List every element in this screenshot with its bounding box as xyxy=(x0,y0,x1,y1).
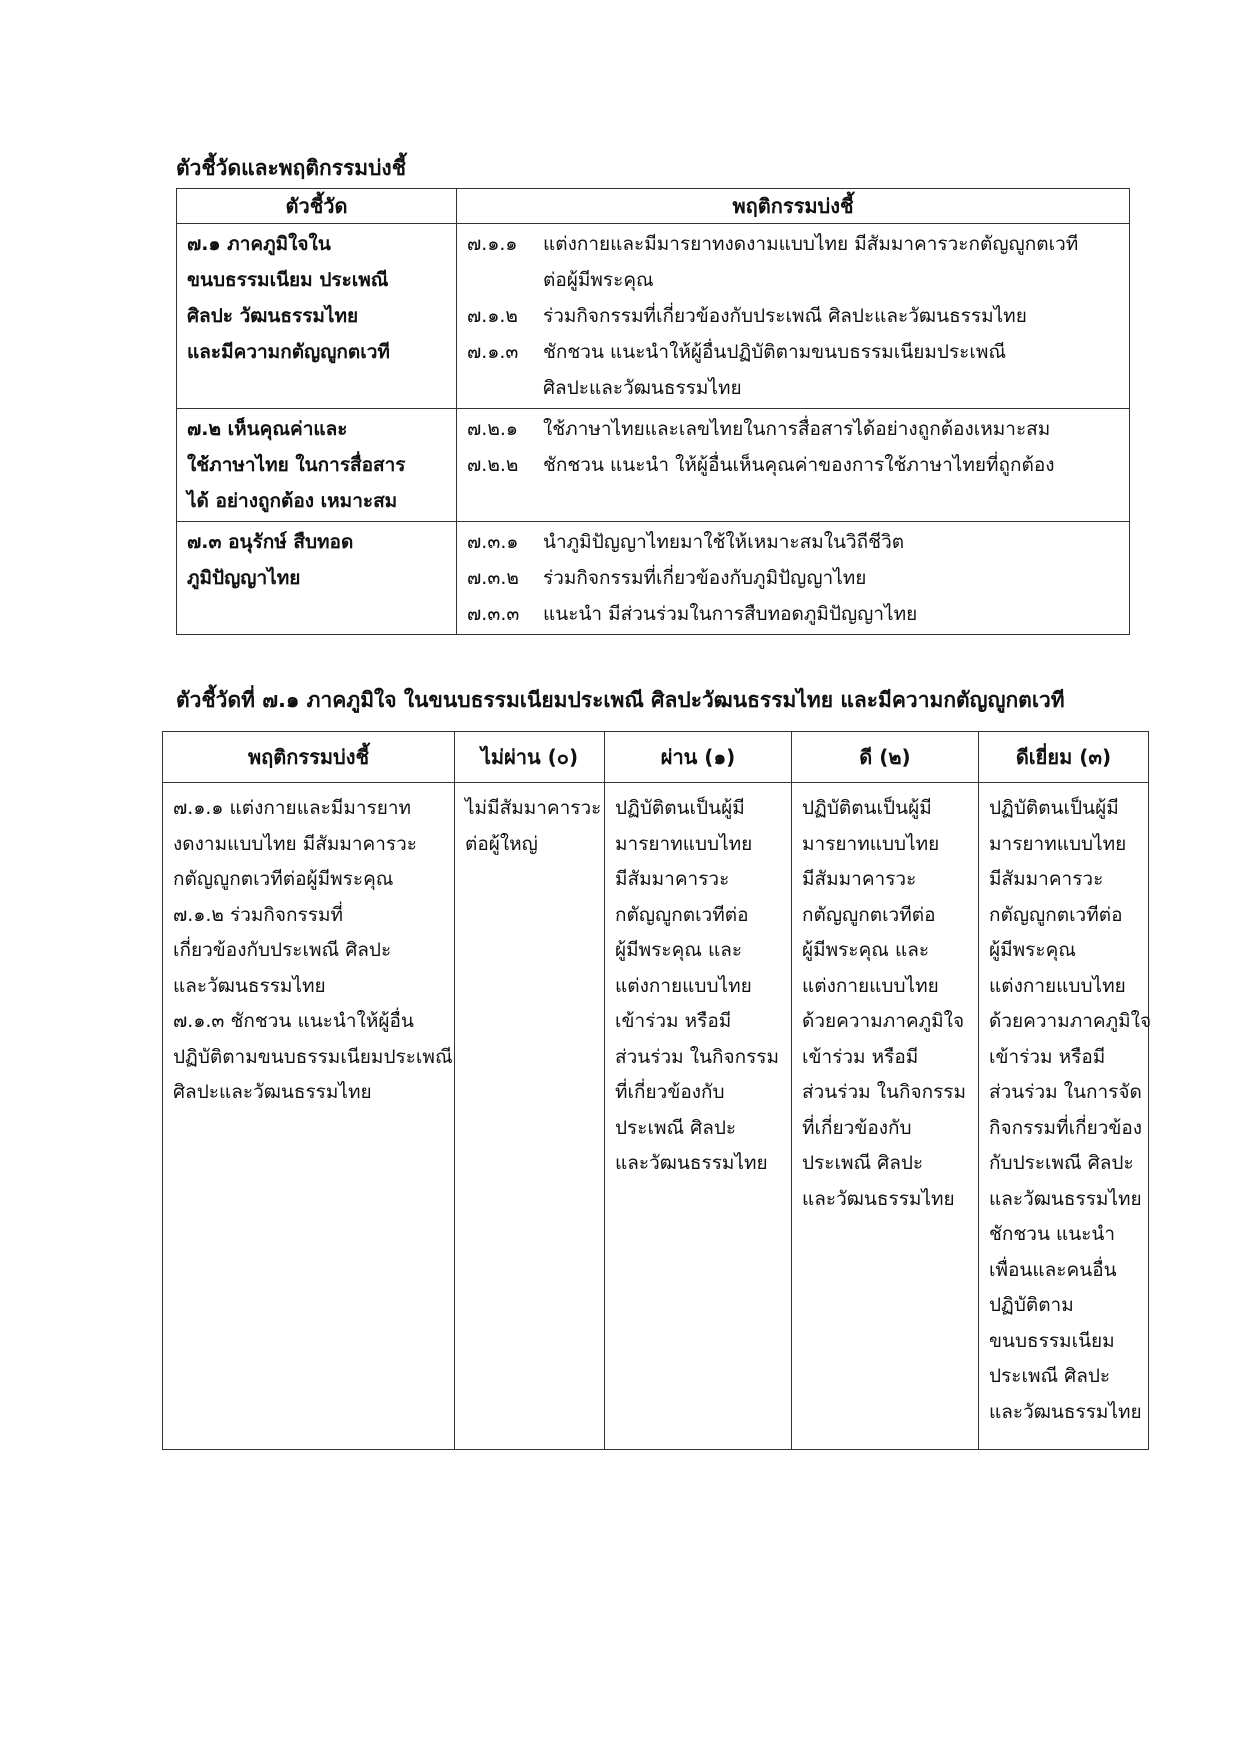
behavior-item xyxy=(467,298,1121,334)
rubric-line: ปฏิบัติตนเป็นผู้มี xyxy=(802,797,932,819)
behavior-cell xyxy=(457,522,1130,635)
behavior-text: แนะนำ มีส่วนร่วมในการสืบทอดภูมิปัญญาไทย xyxy=(543,603,918,625)
rubric-line: ผู้มีพระคุณ และ xyxy=(615,939,743,961)
indicator-cell xyxy=(177,224,457,409)
behavior-item xyxy=(467,524,1121,560)
rubric-line: งดงามแบบไทย มีสัมมาคารวะ xyxy=(173,832,418,855)
rubric-line: และวัฒนธรรมไทย xyxy=(615,1152,768,1174)
rubric-line: แต่งกายแบบไทย xyxy=(615,974,752,997)
rubric-line: กตัญญูกตเวทีต่อ xyxy=(615,903,749,926)
behavior-item xyxy=(467,226,1121,298)
behavior-text: ร่วมกิจกรรมที่เกี่ยวข้องกับประเพณี ศิลปะและวัฒนธรรมไทย xyxy=(543,305,1027,327)
behavior-text: แต่งกายและมีมารยาทงดงามแบบไทย มีสัมมาคารวะกตัญญูกตเวที xyxy=(543,233,1079,255)
indicator-line: และมีความกตัญญูกตเวที xyxy=(187,341,390,363)
header-good: ดี (๒) xyxy=(792,732,979,783)
rubric-line: ๗.๑.๒ ร่วมกิจกรรมที่ xyxy=(173,903,343,926)
behavior-item xyxy=(467,447,1121,483)
rubric-line: เข้าร่วม หรือมี xyxy=(615,1010,732,1032)
behavior-code: ๗.๑.๒ xyxy=(467,305,518,327)
behavior-text: ใช้ภาษาไทยและเลขไทยในการสื่อสารได้อย่างถูกต้องเหมาะสม xyxy=(543,418,1051,440)
rubric-line: ประเพณี ศิลปะ xyxy=(802,1152,924,1174)
rubric-line: ปฏิบัติตนเป็นผู้มี xyxy=(989,797,1119,819)
rubric-line: ศิลปะและวัฒนธรรมไทย xyxy=(173,1081,372,1103)
behavior-item xyxy=(467,334,1121,406)
behavior-code: ๗.๓.๑ xyxy=(467,531,519,553)
rubric-excellent-cell xyxy=(979,783,1152,1450)
indicator-line: ขนบธรรมเนียม ประเพณี xyxy=(187,269,389,291)
rubric-line: ส่วนร่วม ในกิจกรรม xyxy=(802,1081,967,1103)
rubric-line: ประเพณี ศิลปะ xyxy=(615,1116,737,1139)
rubric-pass-cell xyxy=(605,783,792,1450)
rubric-line: ปฏิบัติตาม xyxy=(989,1294,1074,1316)
rubric-line: กตัญญูกตเวทีต่อ xyxy=(802,903,936,926)
behavior-text: ชักชวน แนะนำ ให้ผู้อื่นเห็นคุณค่าของการใช้ภาษาไทยที่ถูกต้อง xyxy=(543,454,1055,476)
behavior-text: นำภูมิปัญญาไทยมาใช้ให้เหมาะสมในวิถีชีวิต xyxy=(543,531,905,553)
table-row xyxy=(177,409,1130,522)
rubric-line: ไม่มีสัมมาคารวะ xyxy=(465,797,602,819)
indicator-line: ๗.๑ ภาคภูมิใจใน xyxy=(187,233,331,255)
rubric-table xyxy=(162,731,1152,1450)
rubric-line: มีสัมมาคารวะ xyxy=(615,868,730,890)
table-header-row xyxy=(177,189,1130,224)
indicator-line: ศิลปะ วัฒนธรรมไทย xyxy=(187,305,359,327)
rubric-line: กับประเพณี ศิลปะ xyxy=(989,1152,1134,1174)
indicator-line: ๗.๒ เห็นคุณค่าและ xyxy=(187,418,348,440)
header-behavior: พฤติกรรมบ่งชี้ xyxy=(163,732,455,783)
rubric-line: เข้าร่วม หรือมี xyxy=(989,1045,1106,1068)
rubric-line: ที่เกี่ยวข้องกับ xyxy=(802,1116,912,1139)
behavior-item xyxy=(467,596,1121,632)
table-row xyxy=(163,783,1149,1450)
behavior-code: ๗.๒.๒ xyxy=(467,454,519,476)
indicator-line: ได้ อย่างถูกต้อง เหมาะสม xyxy=(187,490,398,512)
indicator-table xyxy=(176,188,1130,635)
rubric-line: ขนบธรรมเนียม xyxy=(989,1329,1115,1352)
rubric-line: และวัฒนธรรมไทย xyxy=(989,1400,1142,1423)
rubric-line: มารยาทแบบไทย xyxy=(615,832,753,855)
behavior-text: ร่วมกิจกรรมที่เกี่ยวข้องกับภูมิปัญญาไทย xyxy=(543,567,867,589)
table-row xyxy=(177,522,1130,635)
behavior-code: ๗.๑.๓ xyxy=(467,341,519,363)
behavior-cell xyxy=(457,409,1130,522)
rubric-line: กตัญญูกตเวทีต่อ xyxy=(989,903,1123,926)
rubric-line: มารยาทแบบไทย xyxy=(989,832,1127,855)
header-fail: ไม่ผ่าน (๐) xyxy=(455,732,605,783)
rubric-good-cell xyxy=(792,783,979,1450)
rubric-line: กตัญญูกตเวทีต่อผู้มีพระคุณ xyxy=(173,868,394,890)
rubric-line: มีสัมมาคารวะ xyxy=(802,868,917,890)
behavior-code: ๗.๓.๓ xyxy=(467,603,520,625)
rubric-line: ส่วนร่วม ในกิจกรรม xyxy=(615,1045,780,1068)
table-header-row xyxy=(163,732,1149,783)
header-pass: ผ่าน (๑) xyxy=(605,732,792,783)
rubric-line: ด้วยความภาคภูมิใจ xyxy=(989,1010,1152,1032)
rubric-line: มารยาทแบบไทย xyxy=(802,832,940,855)
indicator-line: ใช้ภาษาไทย ในการสื่อสาร xyxy=(187,454,406,476)
rubric-behavior-cell xyxy=(163,783,455,1450)
rubric-fail-cell xyxy=(455,783,605,1450)
indicator-line: ๗.๓ อนุรักษ์ สืบทอด xyxy=(187,531,354,553)
rubric-line: กิจกรรมที่เกี่ยวข้อง xyxy=(989,1116,1143,1139)
header-excellent: ดีเยี่ยม (๓) xyxy=(979,732,1149,783)
behavior-code: ๗.๒.๑ xyxy=(467,418,518,440)
indicator-cell xyxy=(177,522,457,635)
behavior-item xyxy=(467,560,1121,596)
behavior-cell xyxy=(457,224,1130,409)
rubric-line: ผู้มีพระคุณ xyxy=(989,939,1076,961)
rubric-line: ปฏิบัติตามขนบธรรมเนียมประเพณี xyxy=(173,1045,453,1068)
rubric-line: และวัฒนธรรมไทย xyxy=(802,1187,955,1210)
rubric-line: และวัฒนธรรมไทย xyxy=(173,974,326,997)
indicator-cell xyxy=(177,409,457,522)
rubric-line: ปฏิบัติตนเป็นผู้มี xyxy=(615,797,745,819)
rubric-line: ประเพณี ศิลปะ xyxy=(989,1365,1111,1387)
rubric-line: เกี่ยวข้องกับประเพณี ศิลปะ xyxy=(173,939,392,961)
rubric-line: เพื่อนและคนอื่น xyxy=(989,1258,1117,1281)
rubric-line: ๗.๑.๑ แต่งกายและมีมารยาท xyxy=(173,797,412,819)
behavior-text: ต่อผู้มีพระคุณ xyxy=(543,269,654,291)
rubric-line: ต่อผู้ใหญ่ xyxy=(465,832,538,855)
behavior-text: ศิลปะและวัฒนธรรมไทย xyxy=(543,377,742,399)
rubric-line: มีสัมมาคารวะ xyxy=(989,868,1104,890)
header-behavior: พฤติกรรมบ่งชี้ xyxy=(457,189,1130,224)
rubric-line: ผู้มีพระคุณ และ xyxy=(802,939,930,961)
behavior-code: ๗.๓.๒ xyxy=(467,567,519,589)
rubric-line: แต่งกายแบบไทย xyxy=(989,974,1126,997)
rubric-line: ด้วยความภาคภูมิใจ xyxy=(802,1010,965,1032)
rubric-line: และวัฒนธรรมไทย xyxy=(989,1187,1142,1210)
rubric-line: ส่วนร่วม ในการจัด xyxy=(989,1081,1142,1103)
behavior-code: ๗.๑.๑ xyxy=(467,233,518,255)
section1-title: ตัวชี้วัดและพฤติกรรมบ่งชี้ xyxy=(176,156,406,180)
behavior-item xyxy=(467,411,1121,447)
rubric-line: ที่เกี่ยวข้องกับ xyxy=(615,1081,725,1103)
rubric-line: ชักชวน แนะนำ xyxy=(989,1223,1116,1245)
header-indicator: ตัวชี้วัด xyxy=(177,189,457,224)
table-row xyxy=(177,224,1130,409)
behavior-text: ชักชวน แนะนำให้ผู้อื่นปฏิบัติตามขนบธรรมเนียมประเพณี xyxy=(543,341,1006,363)
indicator-line: ภูมิปัญญาไทย xyxy=(187,567,301,589)
rubric-line: ๗.๑.๓ ชักชวน แนะนำให้ผู้อื่น xyxy=(173,1010,414,1032)
rubric-line: แต่งกายแบบไทย xyxy=(802,974,939,997)
rubric-line: เข้าร่วม หรือมี xyxy=(802,1045,919,1068)
section2-title: ตัวชี้วัดที่ ๗.๑ ภาคภูมิใจ ในขนบธรรมเนียมประเพณี ศิลปะวัฒนธรรมไทย และมีความกตัญญูกตเวที xyxy=(176,688,1065,712)
